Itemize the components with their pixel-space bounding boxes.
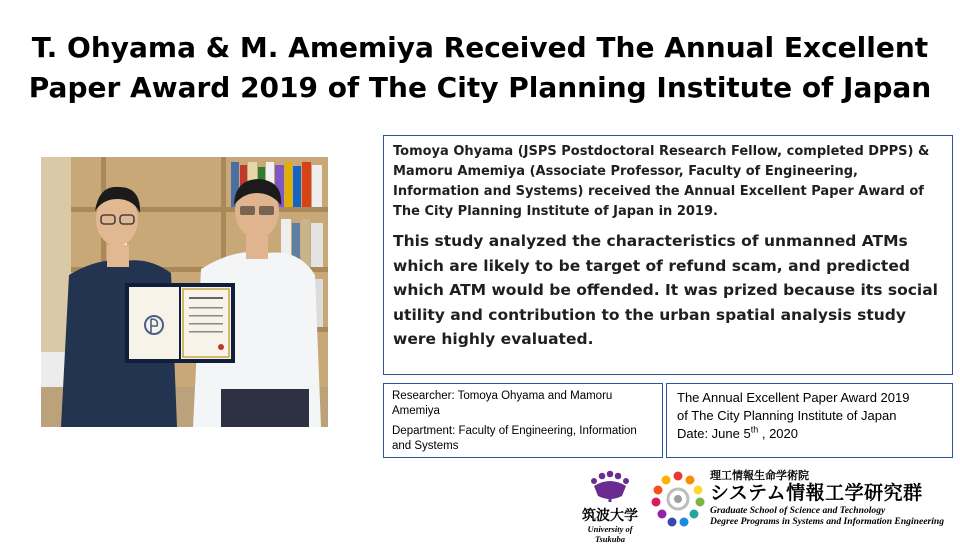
tsukuba-kanji-name: 筑波大学: [582, 508, 638, 524]
award-name-line-1: The Annual Excellent Paper Award 2019: [677, 390, 910, 405]
sie-english-line-1: Graduate School of Science and Technology: [710, 505, 886, 516]
award-date: [677, 425, 942, 443]
award-info-box: [666, 383, 953, 458]
summary-box: [383, 135, 953, 375]
award-date-superscript: th: [750, 424, 759, 435]
page-title: [0, 28, 960, 108]
graduate-school-logo: [648, 468, 958, 536]
summary-paragraph-2: This study analyzed the characteristics of unmanned ATMs which are likely to be target of refund scam, and predicted which ATM would be offended. It was prized because its social utility and contribution to the urban spatial analysis study were highly evaluated.: [393, 232, 938, 348]
summary-paragraph-1: Tomoya Ohyama (JSPS Postdoctoral Research Fellow, completed DPPS) & Mamoru Amemiya (Associate Professor, Faculty of Engineering, Information and Systems) received the Annual Excellent Paper Award of The City Planning Institute of Japan in 2019.: [393, 144, 930, 219]
sie-english-line-2: Degree Programs in Systems and Information Engineering: [710, 516, 945, 527]
university-of-tsukuba-logo: [572, 468, 648, 544]
paulownia-crest-icon: [572, 468, 648, 502]
tsukuba-english-name: University of Tsukuba: [587, 524, 633, 544]
title-line-2: Paper Award 2019 of The City Planning Institute of Japan: [28, 71, 932, 104]
sie-emblem-icon: [648, 468, 708, 530]
sie-department-name: システム情報工学研究群: [710, 482, 923, 504]
title-line-1: T. Ohyama & M. Amemiya Received The Annual Excellent: [31, 31, 929, 64]
researcher-department: Department: Faculty of Engineering, Information and Systems: [392, 425, 637, 452]
award-name-line-2: of The City Planning Institute of Japan: [677, 408, 897, 423]
sie-program-kanji: 理工情報生命学術院: [710, 469, 809, 482]
award-date-prefix: Date: June 5: [677, 426, 751, 441]
award-photo: [41, 157, 328, 427]
researcher-names: Researcher: Tomoya Ohyama and Mamoru Amemiya: [392, 390, 613, 417]
award-date-suffix: , 2020: [758, 426, 798, 441]
researcher-info-box: [383, 383, 663, 458]
